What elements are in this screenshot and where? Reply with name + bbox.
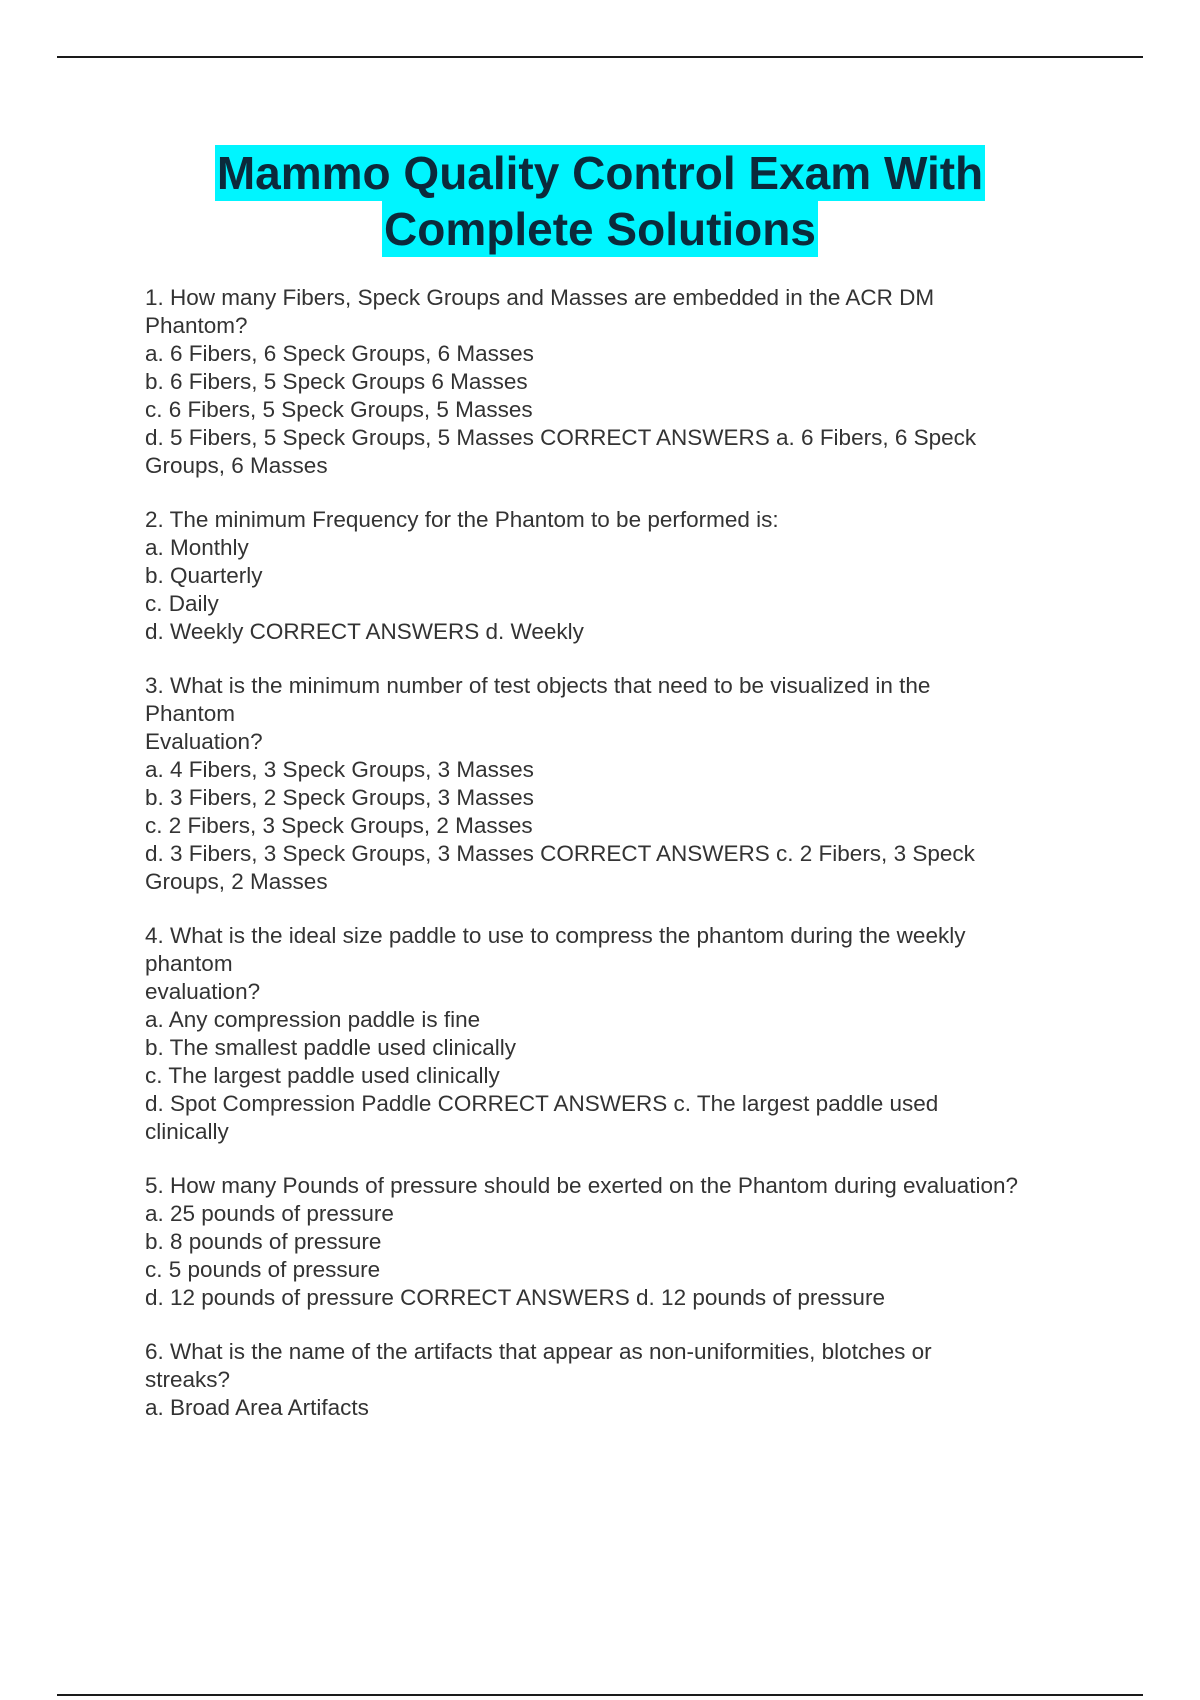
top-rule: [57, 56, 1143, 58]
page-title: [0, 145, 1200, 257]
question-3-text-cont-2: Evaluation?: [145, 729, 263, 754]
question-3-option-c: c. 2 Fibers, 3 Speck Groups, 2 Masses: [145, 813, 533, 838]
question-1-option-d-answer: d. 5 Fibers, 5 Speck Groups, 5 Masses CORRECT ANSWERS a. 6 Fibers, 6 Speck: [145, 425, 977, 450]
question-6-text-cont: streaks?: [145, 1367, 231, 1392]
question-6-text: 6. What is the name of the artifacts that appear as non-uniformities, blotches or: [145, 1339, 932, 1364]
question-1-option-b: b. 6 Fibers, 5 Speck Groups 6 Masses: [145, 369, 528, 394]
question-2: [145, 506, 1105, 646]
question-5-option-c: c. 5 pounds of pressure: [145, 1257, 381, 1282]
question-4-text-cont: phantom: [145, 951, 233, 976]
question-4-option-b: b. The smallest paddle used clinically: [145, 1035, 517, 1060]
question-5-option-a: a. 25 pounds of pressure: [145, 1201, 394, 1226]
question-3-text: 3. What is the minimum number of test objects that need to be visualized in the: [145, 673, 931, 698]
question-1-text-cont: Phantom?: [145, 313, 248, 338]
question-4-text-cont-2: evaluation?: [145, 979, 261, 1004]
question-4: [145, 922, 1105, 1146]
question-1-option-a: a. 6 Fibers, 6 Speck Groups, 6 Masses: [145, 341, 534, 366]
question-1-text: 1. How many Fibers, Speck Groups and Masses are embedded in the ACR DM: [145, 285, 935, 310]
title-line-2: Complete Solutions: [384, 203, 816, 255]
question-6: [145, 1338, 1105, 1422]
question-2-option-a: a. Monthly: [145, 535, 249, 560]
question-5-option-b: b. 8 pounds of pressure: [145, 1229, 382, 1254]
question-2-option-d-answer: d. Weekly CORRECT ANSWERS d. Weekly: [145, 619, 584, 644]
question-2-option-c: c. Daily: [145, 591, 219, 616]
question-4-answer-cont: clinically: [145, 1119, 229, 1144]
question-3-text-cont: Phantom: [145, 701, 236, 726]
question-1-answer-cont: Groups, 6 Masses: [145, 453, 328, 478]
question-4-option-c: c. The largest paddle used clinically: [145, 1063, 500, 1088]
question-4-option-d-answer: d. Spot Compression Paddle CORRECT ANSWERS c. The largest paddle used: [145, 1091, 939, 1116]
question-3: [145, 672, 1105, 896]
question-2-option-b: b. Quarterly: [145, 563, 263, 588]
question-1-option-c: c. 6 Fibers, 5 Speck Groups, 5 Masses: [145, 397, 533, 422]
question-2-text: 2. The minimum Frequency for the Phantom to be performed is:: [145, 507, 779, 532]
question-5-text: 5. How many Pounds of pressure should be exerted on the Phantom during evaluation?: [145, 1173, 1019, 1198]
question-3-option-a: a. 4 Fibers, 3 Speck Groups, 3 Masses: [145, 757, 534, 782]
question-3-answer-cont: Groups, 2 Masses: [145, 869, 328, 894]
question-1: [145, 284, 1105, 480]
question-4-text: 4. What is the ideal size paddle to use to compress the phantom during the weekly: [145, 923, 966, 948]
question-3-option-b: b. 3 Fibers, 2 Speck Groups, 3 Masses: [145, 785, 534, 810]
question-3-option-d-answer: d. 3 Fibers, 3 Speck Groups, 3 Masses CORRECT ANSWERS c. 2 Fibers, 3 Speck: [145, 841, 975, 866]
question-6-option-a: a. Broad Area Artifacts: [145, 1395, 369, 1420]
question-list: [145, 284, 1105, 1448]
title-line-1: Mammo Quality Control Exam With: [216, 147, 984, 199]
question-4-option-a: a. Any compression paddle is fine: [145, 1007, 481, 1032]
question-5-option-d-answer: d. 12 pounds of pressure CORRECT ANSWERS d. 12 pounds of pressure: [145, 1285, 885, 1310]
question-5: [145, 1172, 1105, 1312]
bottom-rule: [57, 1694, 1143, 1696]
